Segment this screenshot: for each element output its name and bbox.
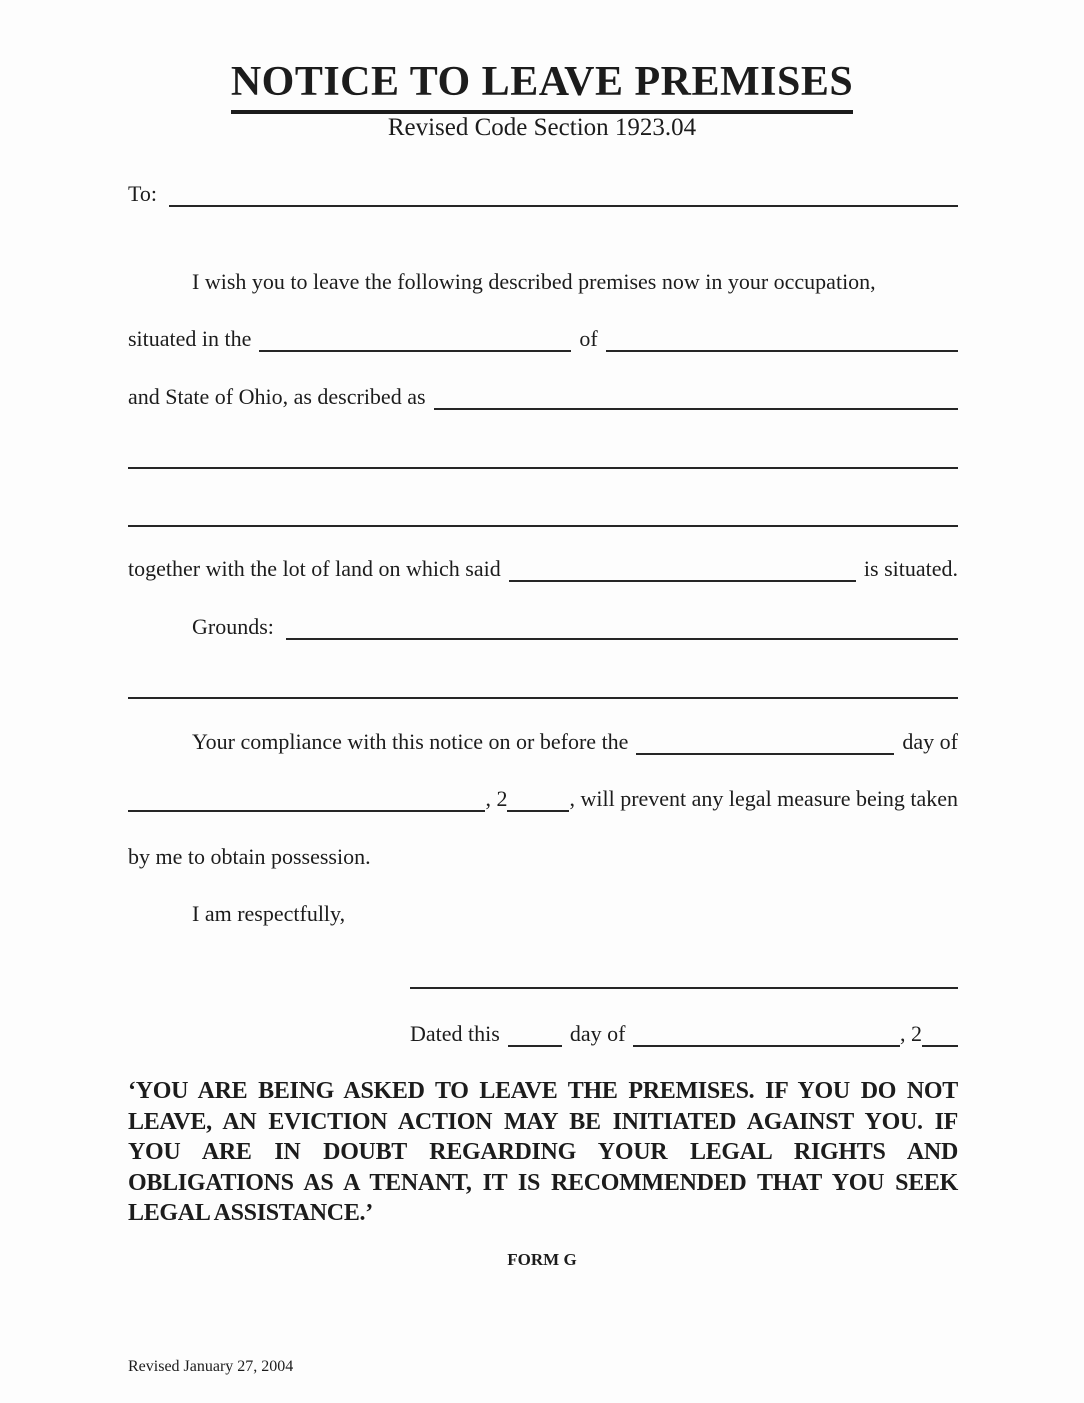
body-line-2 bbox=[128, 323, 958, 355]
premises-blank[interactable] bbox=[509, 580, 856, 582]
to-blank[interactable] bbox=[169, 205, 958, 207]
body-line-1 bbox=[128, 266, 958, 298]
dated-day-of-label: day of bbox=[569, 1021, 626, 1046]
compliance-line-2 bbox=[128, 783, 958, 815]
dated-day-blank[interactable] bbox=[508, 1045, 562, 1047]
dated-year-prefix: , 2 bbox=[900, 1021, 922, 1046]
state-ohio-label: and State of Ohio, as described as bbox=[128, 384, 426, 409]
dated-year-blank[interactable] bbox=[922, 1045, 958, 1047]
warning-line-3: YOU ARE IN DOUBT REGARDING YOUR LEGAL RIGHTS AND bbox=[128, 1139, 958, 1166]
county-blank[interactable] bbox=[606, 350, 958, 352]
warning-line-5: LEGAL ASSISTANCE.’ bbox=[128, 1200, 373, 1227]
lot-of-land-label: together with the lot of land on which said bbox=[128, 556, 501, 581]
day-blank[interactable] bbox=[636, 753, 894, 755]
page-subtitle: Revised Code Section 1923.04 bbox=[387, 114, 697, 141]
to-line bbox=[128, 178, 958, 210]
grounds-blank-1[interactable] bbox=[286, 638, 958, 640]
compliance-line-1 bbox=[128, 726, 958, 758]
possession-label: by me to obtain possession. bbox=[128, 844, 371, 869]
day-of-label: day of bbox=[902, 729, 958, 754]
description-blank-2[interactable] bbox=[128, 438, 958, 469]
description-blank-3[interactable] bbox=[128, 496, 958, 527]
grounds-line bbox=[128, 611, 958, 643]
body-line-6 bbox=[128, 553, 958, 585]
signature-blank[interactable] bbox=[410, 956, 958, 989]
dated-this-label: Dated this bbox=[410, 1021, 500, 1046]
warning-line-4: OBLIGATIONS AS A TENANT, IT IS RECOMMENDED THAT YOU SEEK bbox=[128, 1169, 958, 1196]
revised-date-note: Revised January 27, 2004 bbox=[128, 1358, 294, 1375]
warning-line-1: ‘YOU ARE BEING ASKED TO LEAVE THE PREMISES. IF YOU DO NOT bbox=[128, 1078, 958, 1104]
year-blank[interactable] bbox=[507, 810, 569, 812]
dated-line bbox=[410, 1018, 958, 1050]
compliance-line-3 bbox=[128, 841, 958, 873]
is-situated-label: is situated. bbox=[863, 556, 958, 581]
closing-label: I am respectfully, bbox=[192, 901, 346, 926]
compliance-pre-label: Your compliance with this notice on or before the bbox=[192, 729, 629, 754]
description-blank-1[interactable] bbox=[434, 408, 958, 410]
body-line-3 bbox=[128, 381, 958, 413]
comma-2-label: , 2 bbox=[485, 786, 508, 811]
page-title-text: NOTICE TO LEAVE PREMISES bbox=[231, 56, 853, 114]
to-label: To: bbox=[128, 181, 158, 206]
closing-line bbox=[128, 898, 958, 930]
of-label: of bbox=[579, 326, 598, 351]
form-g-label: FORM G bbox=[507, 1250, 577, 1269]
township-blank[interactable] bbox=[259, 350, 571, 352]
grounds-label: Grounds: bbox=[192, 614, 274, 639]
page-title bbox=[0, 56, 1084, 114]
dated-month-blank[interactable] bbox=[633, 1045, 900, 1047]
body-line-1-text: I wish you to leave the following described premises now in your occupation, bbox=[192, 269, 876, 294]
grounds-blank-2[interactable] bbox=[128, 668, 958, 699]
situated-in-label: situated in the bbox=[128, 326, 252, 351]
month-blank[interactable] bbox=[128, 810, 485, 812]
will-prevent-label: , will prevent any legal measure being taken bbox=[569, 786, 958, 811]
statutory-warning bbox=[128, 1076, 958, 1229]
warning-line-2: LEAVE, AN EVICTION ACTION MAY BE INITIATED AGAINST YOU. IF bbox=[128, 1108, 958, 1135]
